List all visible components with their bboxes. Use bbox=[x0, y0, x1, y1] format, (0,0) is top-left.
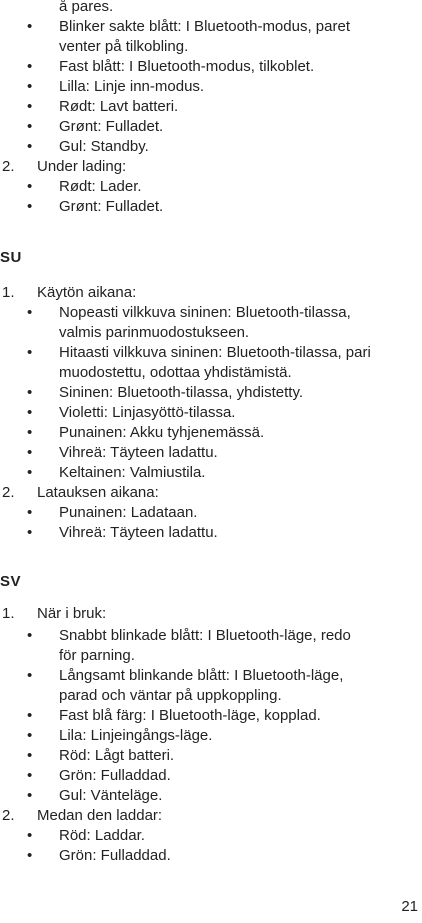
list-item-text: Snabbt blinkade blått: I Bluetooth-läge, redo bbox=[59, 627, 351, 644]
list-number: 1. bbox=[2, 284, 15, 301]
list-item-text: Rødt: Lavt batteri. bbox=[59, 98, 179, 115]
list-item-label: När i bruk: bbox=[37, 605, 107, 622]
list-item-text: Fast blå färg: I Bluetooth-läge, kopplad. bbox=[59, 707, 321, 724]
bullet-icon: • bbox=[27, 118, 33, 135]
bullet-icon: • bbox=[27, 747, 33, 764]
list-item-text: Grønt: Fulladet. bbox=[59, 118, 164, 135]
list-item-text: Gul: Standby. bbox=[59, 138, 149, 155]
bullet-icon: • bbox=[27, 787, 33, 804]
list-item-text: Keltainen: Valmiustila. bbox=[59, 464, 206, 481]
bullet-icon: • bbox=[27, 344, 33, 361]
list-item-text: Punainen: Akku tyhjenemässä. bbox=[59, 424, 265, 441]
list-item-label: Under lading: bbox=[37, 158, 127, 175]
bullet-icon: • bbox=[27, 304, 33, 321]
list-number: 2. bbox=[2, 807, 15, 824]
bullet-icon: • bbox=[27, 138, 33, 155]
list-item-text: Röd: Laddar. bbox=[59, 827, 145, 844]
list-item-text: Fast blått: I Bluetooth-modus, tilkoblet. bbox=[59, 58, 315, 75]
list-item-text: för parning. bbox=[59, 647, 135, 664]
list-item-text: venter på tilkobling. bbox=[59, 38, 189, 55]
bullet-icon: • bbox=[27, 404, 33, 421]
list-item-text: Grön: Fulladdad. bbox=[59, 767, 171, 784]
list-item-text: Grønt: Fulladet. bbox=[59, 198, 164, 215]
bullet-icon: • bbox=[27, 504, 33, 521]
list-item-text: muodostettu, odottaa yhdistämistä. bbox=[59, 364, 292, 381]
bullet-icon: • bbox=[27, 18, 33, 35]
list-item-text: Rødt: Lader. bbox=[59, 178, 142, 195]
page-number: 21 bbox=[401, 898, 418, 915]
section-heading: SV bbox=[0, 573, 22, 590]
bullet-icon: • bbox=[27, 78, 33, 95]
bullet-icon: • bbox=[27, 707, 33, 724]
list-item-text: Grön: Fulladdad. bbox=[59, 847, 171, 864]
bullet-icon: • bbox=[27, 667, 33, 684]
bullet-icon: • bbox=[27, 384, 33, 401]
list-item-text: Lila: Linjeingångs-läge. bbox=[59, 727, 213, 744]
list-item-label: Latauksen aikana: bbox=[37, 484, 159, 501]
list-number: 1. bbox=[2, 605, 15, 622]
list-item-text: Vihreä: Täyteen ladattu. bbox=[59, 524, 218, 541]
bullet-icon: • bbox=[27, 58, 33, 75]
list-item-text: Nopeasti vilkkuva sininen: Bluetooth-tilassa, bbox=[59, 304, 351, 321]
list-item-text: å pares. bbox=[59, 0, 114, 15]
list-item-text: parad och väntar på uppkoppling. bbox=[59, 687, 282, 704]
list-item-text: Långsamt blinkande blått: I Bluetooth-läge, bbox=[59, 667, 344, 684]
bullet-icon: • bbox=[27, 767, 33, 784]
list-item-text: Lilla: Linje inn-modus. bbox=[59, 78, 205, 95]
section-heading: SU bbox=[0, 249, 22, 266]
list-item-text: Gul: Vänteläge. bbox=[59, 787, 163, 804]
list-item-text: Blinker sakte blått: I Bluetooth-modus, paret bbox=[59, 18, 350, 35]
bullet-icon: • bbox=[27, 198, 33, 215]
bullet-icon: • bbox=[27, 727, 33, 744]
list-item-text: Sininen: Bluetooth-tilassa, yhdistetty. bbox=[59, 384, 304, 401]
bullet-icon: • bbox=[27, 464, 33, 481]
bullet-icon: • bbox=[27, 424, 33, 441]
bullet-icon: • bbox=[27, 98, 33, 115]
bullet-icon: • bbox=[27, 178, 33, 195]
bullet-icon: • bbox=[27, 827, 33, 844]
bullet-icon: • bbox=[27, 627, 33, 644]
list-item-label: Medan den laddar: bbox=[37, 807, 163, 824]
bullet-icon: • bbox=[27, 524, 33, 541]
list-item-label: Käytön aikana: bbox=[37, 284, 137, 301]
bullet-icon: • bbox=[27, 444, 33, 461]
list-item-text: Röd: Lågt batteri. bbox=[59, 747, 175, 764]
list-item-text: Punainen: Ladataan. bbox=[59, 504, 198, 521]
list-item-text: Hitaasti vilkkuva sininen: Bluetooth-tilassa, pari bbox=[59, 344, 371, 361]
list-number: 2. bbox=[2, 158, 15, 175]
list-item-text: Violetti: Linjasyöttö-tilassa. bbox=[59, 404, 236, 421]
bullet-icon: • bbox=[27, 847, 33, 864]
list-number: 2. bbox=[2, 484, 15, 501]
list-item-text: Vihreä: Täyteen ladattu. bbox=[59, 444, 218, 461]
list-item-text: valmis parinmuodostukseen. bbox=[59, 324, 250, 341]
